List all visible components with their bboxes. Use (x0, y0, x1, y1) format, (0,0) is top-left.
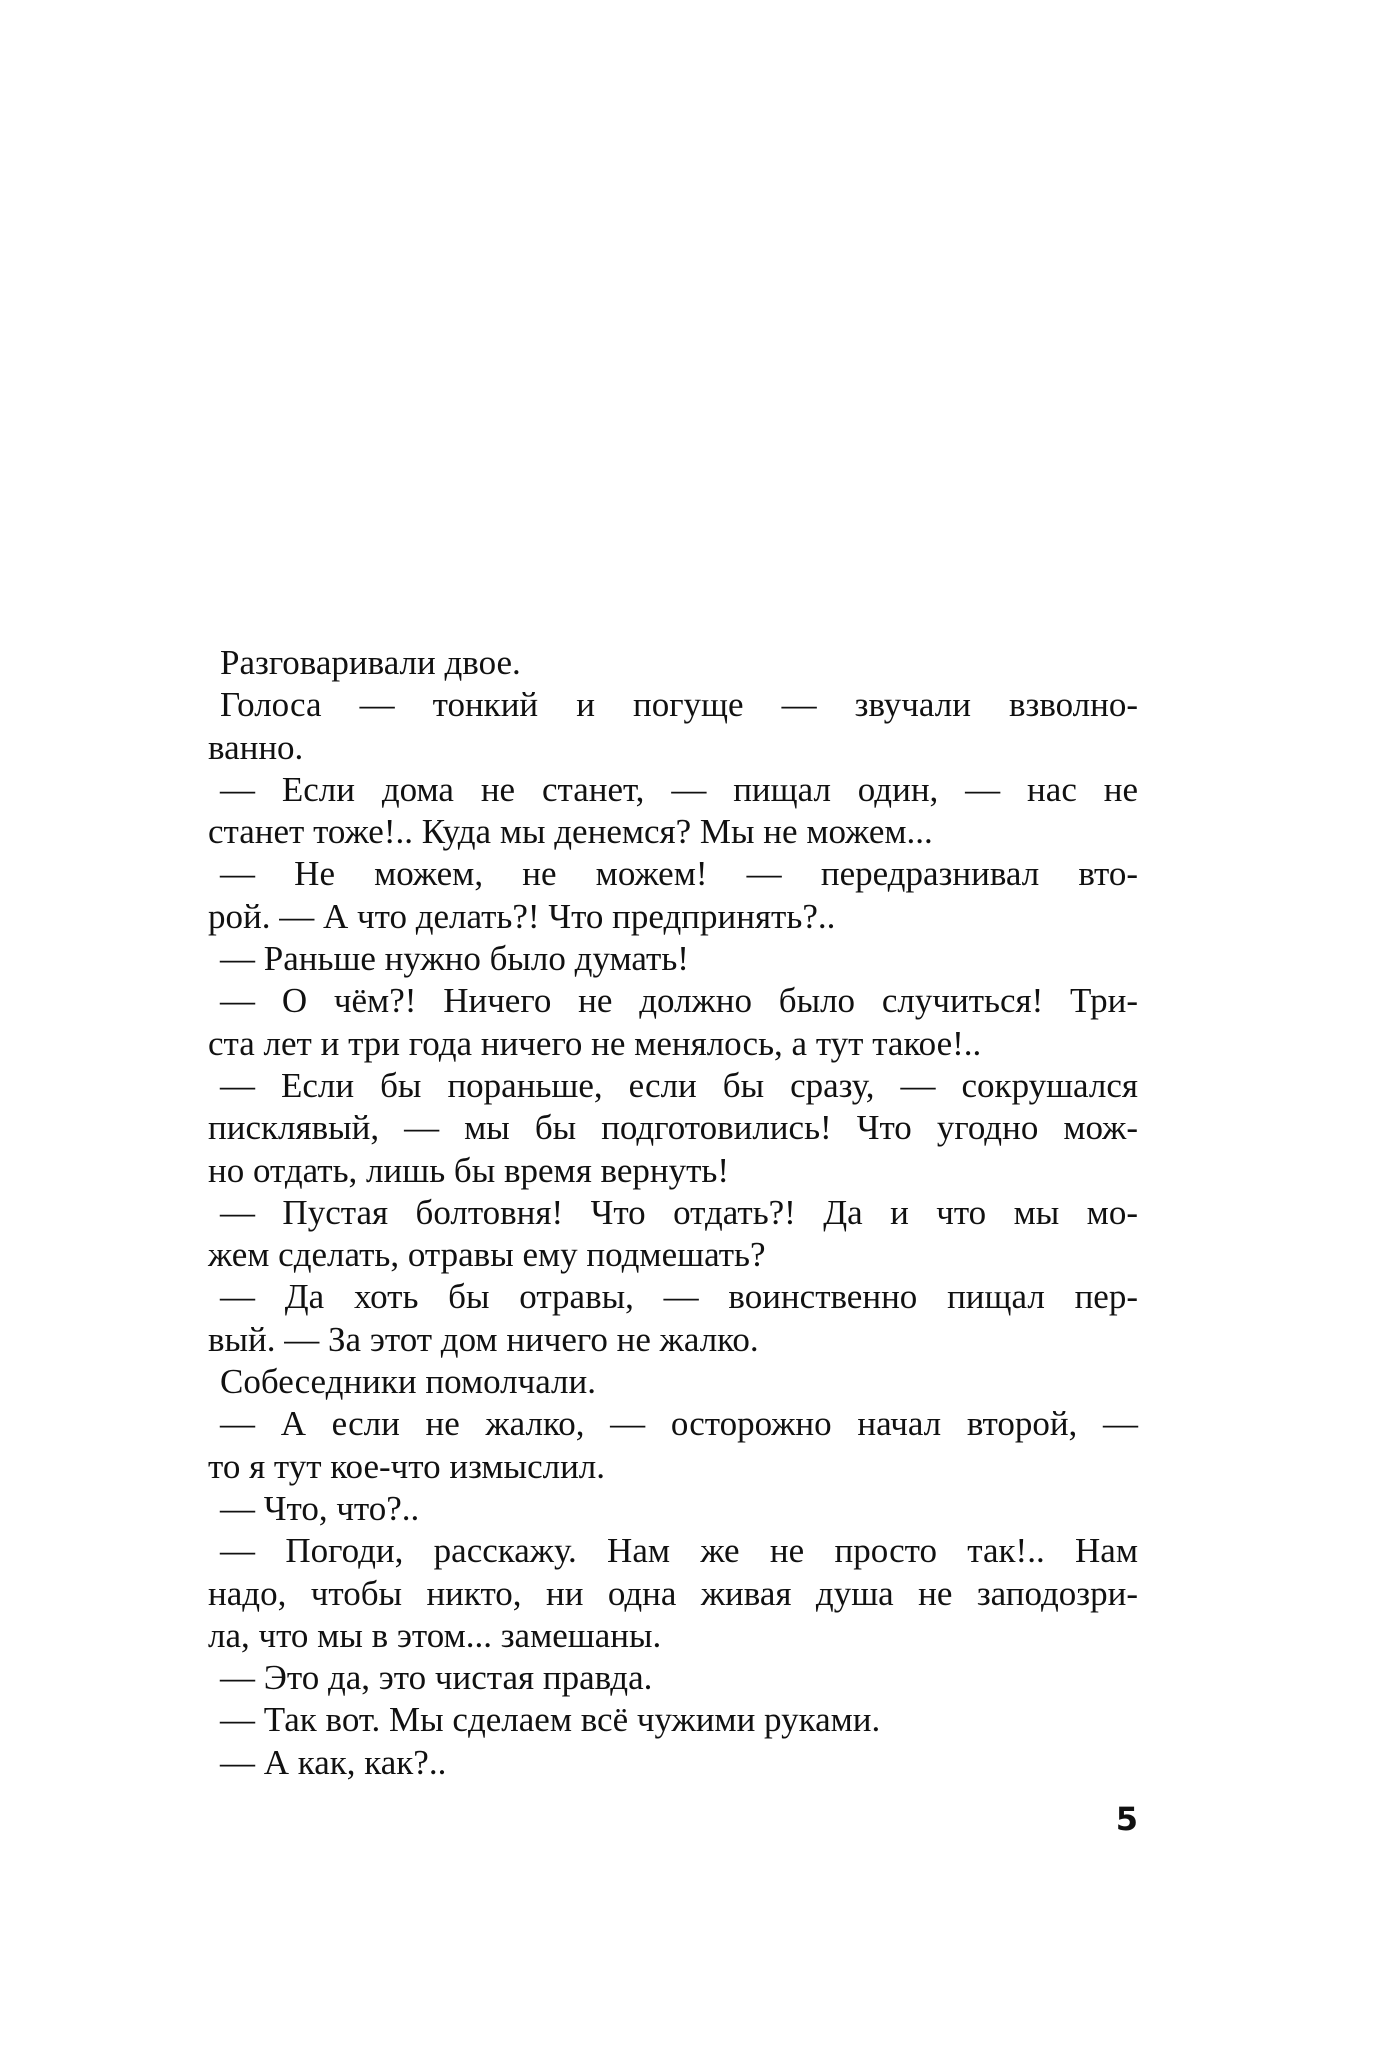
text-line: — Погоди, расскажу. Нам же не просто так!.. Нам (220, 1531, 1138, 1571)
text-line: — Так вот. Мы сделаем всё чужими руками. (220, 1700, 881, 1740)
text-line: — Не можем, не можем! — передразнивал вто- (220, 854, 1138, 894)
text-line: — А как, как?.. (220, 1742, 447, 1782)
page-number: 5 (1115, 1800, 1138, 1838)
text-line: Собеседники помолчали. (220, 1362, 596, 1402)
text-line: ванно. (208, 727, 304, 767)
text-line: ста лет и три года ничего не менялось, а тут такое!.. (208, 1023, 982, 1063)
text-line: — Если бы пораньше, если бы сразу, — сокрушался (220, 1065, 1138, 1105)
text-line: рой. — А что делать?! Что предпринять?.. (208, 896, 836, 936)
text-line: вый. — За этот дом ничего не жалко. (208, 1319, 759, 1359)
text-line: жем сделать, отравы ему подмешать? (208, 1235, 766, 1275)
text-line: — Что, что?.. (220, 1488, 420, 1528)
text-line: — Если дома не станет, — пищал один, — нас не (220, 769, 1138, 809)
text-line: Голоса — тонкий и погуще — звучали взволно- (220, 685, 1138, 725)
text-line: — Да хоть бы отравы, — воинственно пищал пер- (220, 1277, 1138, 1317)
text-line: ла, что мы в этом... замешаны. (208, 1615, 662, 1655)
text-line: — Это да, это чистая правда. (220, 1658, 653, 1698)
page-body-text (208, 642, 1138, 1784)
text-line: станет тоже!.. Куда мы денемся? Мы не можем... (208, 812, 933, 852)
text-line: — А если не жалко, — осторожно начал второй, — (220, 1404, 1138, 1444)
text-line: Разговаривали двое. (220, 643, 521, 682)
text-line: надо, чтобы никто, ни одна живая душа не заподозри- (208, 1573, 1138, 1613)
text-line: писклявый, — мы бы подготовились! Что угодно мож- (208, 1108, 1138, 1148)
text-line: — О чём?! Ничего не должно было случиться! Три- (220, 981, 1138, 1021)
text-line: но отдать, лишь бы время вернуть! (208, 1150, 730, 1190)
text-line: то я тут кое-что измыслил. (208, 1446, 606, 1486)
text-line: — Пустая болтовня! Что отдать?! Да и что мы мо- (220, 1192, 1138, 1232)
text-line: — Раньше нужно было думать! (220, 939, 689, 979)
